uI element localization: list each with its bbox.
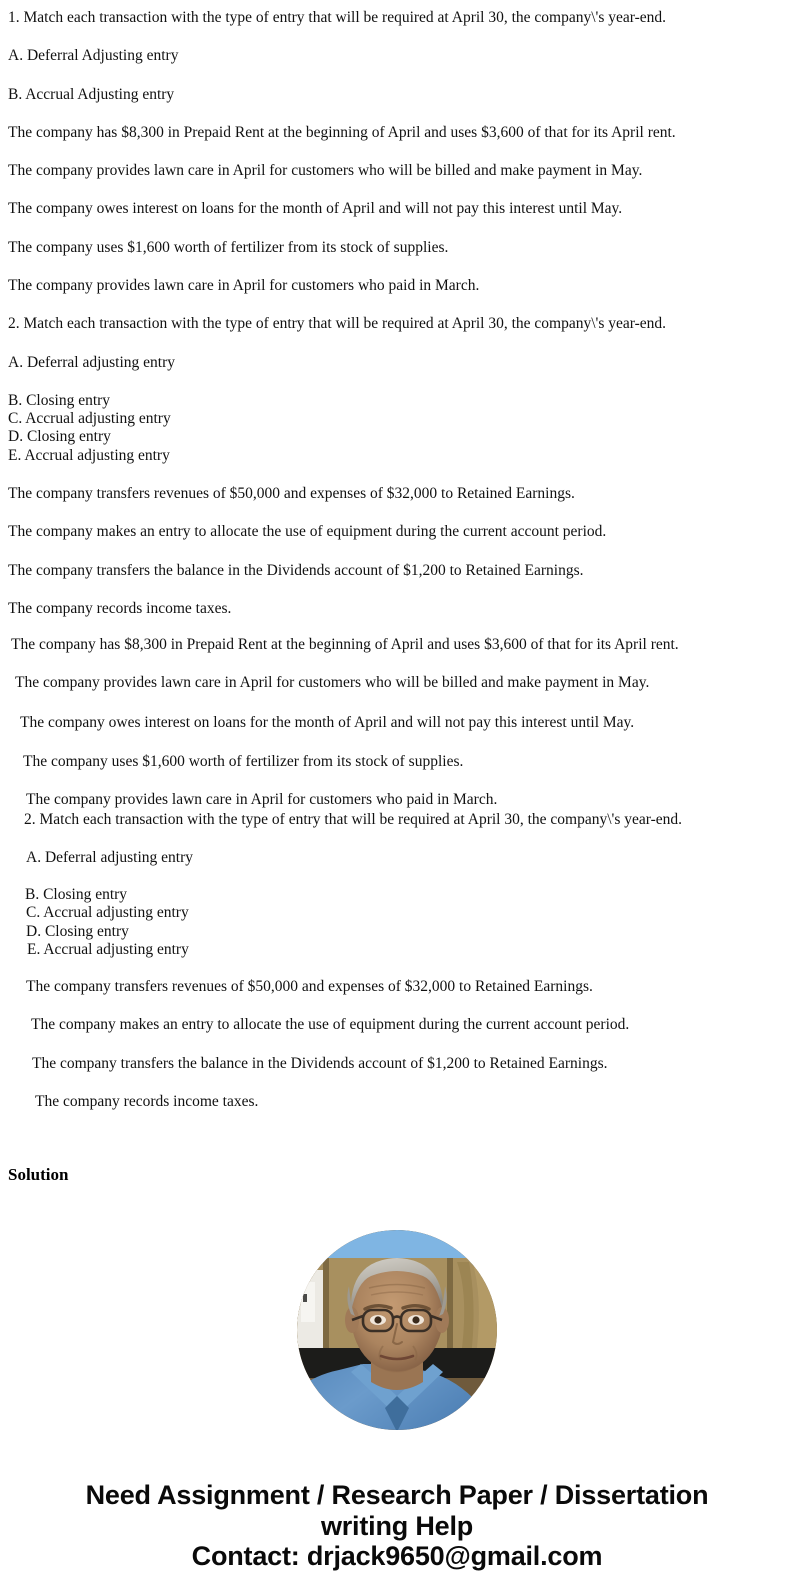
question-1-transaction: The company provides lawn care in April for customers who paid in March. (8, 276, 480, 294)
footer-line-1: Need Assignment / Research Paper / Dissertation (85, 1480, 709, 1511)
spacer (0, 732, 794, 753)
repeated-line: The company provides lawn care in April for customers who paid in March. (26, 791, 498, 809)
spacer (0, 503, 794, 523)
spacer (0, 66, 794, 86)
repeated-line: E. Accrual adjusting entry (27, 940, 189, 958)
repeated-line: The company transfers the balance in the Dividends account of $1,200 to Retained Earnings. (32, 1054, 608, 1072)
repeated-indented-block (0, 636, 794, 1111)
question-2-option-b: B. Closing entry (8, 391, 111, 409)
footer-line-2: writing Help (320, 1510, 474, 1541)
spacer (0, 104, 794, 124)
repeated-line: The company records income taxes. (35, 1093, 259, 1110)
spacer (0, 771, 794, 791)
footer-promo (0, 1480, 794, 1571)
question-2-option-e: E. Accrual adjusting entry (8, 446, 170, 464)
spacer (0, 372, 794, 392)
repeated-line: D. Closing entry (26, 922, 129, 940)
avatar (297, 1230, 497, 1430)
question-2-option-a: A. Deferral adjusting entry (8, 353, 175, 371)
repeated-line: 2. Match each transaction with the type of entry that will be required at April 30, the company\'s year-end. (24, 811, 683, 829)
repeated-line: The company provides lawn care in April for customers who will be billed and make payment in May. (15, 674, 650, 692)
footer-line-3: Contact: drjack9650@gmail.com (191, 1540, 603, 1571)
repeated-line: The company uses $1,600 worth of fertilizer from its stock of supplies. (23, 752, 464, 770)
solution-heading: Solution (8, 1165, 69, 1185)
repeated-line: B. Closing entry (25, 886, 128, 904)
question-2-transaction: The company transfers revenues of $50,000 and expenses of $32,000 to Retained Earnings. (8, 484, 575, 502)
repeated-line: C. Accrual adjusting entry (26, 904, 189, 922)
repeated-line: The company has $8,300 in Prepaid Rent at the beginning of April and uses $3,600 of that for its April rent. (11, 636, 679, 654)
question-2-block (0, 315, 794, 618)
question-1-transaction: The company provides lawn care in April for customers who will be billed and make payment in May. (8, 162, 643, 180)
question-2-transaction: The company records income taxes. (8, 599, 232, 617)
avatar-container (0, 1230, 794, 1430)
question-2-option-d: D. Closing entry (8, 428, 111, 446)
repeated-line: The company owes interest on loans for the month of April and will not pay this interest until May. (20, 713, 635, 731)
question-1-block (0, 0, 794, 295)
spacer (0, 1073, 794, 1093)
spacer (0, 27, 794, 47)
repeated-line: The company transfers revenues of $50,000 and expenses of $32,000 to Retained Earnings. (26, 978, 593, 996)
spacer (0, 959, 794, 978)
repeated-line: The company makes an entry to allocate the use of equipment during the current account period. (31, 1016, 630, 1034)
spacer (0, 465, 794, 485)
spacer (0, 334, 794, 354)
spacer (0, 142, 794, 162)
spacer (0, 580, 794, 600)
spacer (0, 830, 794, 849)
spacer (0, 996, 794, 1016)
question-1-transaction: The company has $8,300 in Prepaid Rent at the beginning of April and uses $3,600 of that for its April rent. (8, 123, 676, 141)
spacer (0, 219, 794, 239)
spacer (0, 693, 794, 714)
question-2-prompt: 2. Match each transaction with the type of entry that will be required at April 30, the company\'s year-end. (8, 315, 667, 333)
spacer (0, 1035, 794, 1055)
spacer (0, 654, 794, 674)
question-1-transaction: The company owes interest on loans for the month of April and will not pay this interest until May. (8, 200, 623, 218)
question-1-transaction: The company uses $1,600 worth of fertilizer from its stock of supplies. (8, 238, 449, 256)
question-1-option-b: B. Accrual Adjusting entry (8, 85, 175, 103)
question-2-options-group (0, 392, 794, 465)
question-1-option-a: A. Deferral Adjusting entry (8, 47, 179, 65)
spacer (0, 257, 794, 277)
spacer (0, 180, 794, 200)
avatar-photo (297, 1230, 497, 1430)
spacer (0, 542, 794, 562)
spacer (0, 867, 794, 886)
question-1-prompt: 1. Match each transaction with the type of entry that will be required at April 30, the company\'s year-end. (8, 9, 667, 26)
repeated-line: A. Deferral adjusting entry (26, 848, 193, 866)
question-2-transaction: The company makes an entry to allocate the use of equipment during the current account period. (8, 523, 607, 541)
question-2-option-c: C. Accrual adjusting entry (8, 410, 171, 428)
question-2-transaction: The company transfers the balance in the Dividends account of $1,200 to Retained Earnings. (8, 561, 584, 579)
